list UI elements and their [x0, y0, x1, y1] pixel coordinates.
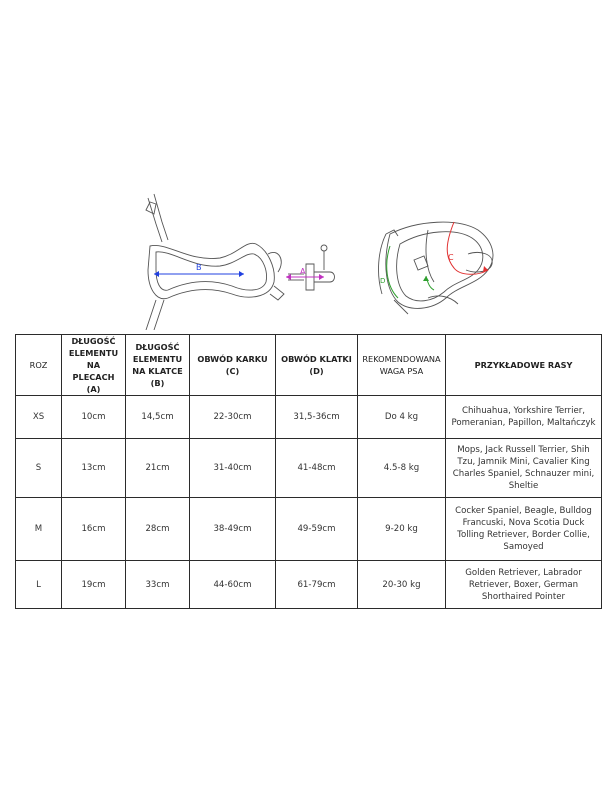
header-roz: ROZ	[16, 335, 62, 396]
cell-rasy: Mops, Jack Russell Terrier, Shih Tzu, Jamnik Mini, Cavalier King Charles Spaniel, Schnauzer mini, Sheltie	[446, 439, 602, 498]
harness-diagram	[128, 190, 508, 330]
harness-flat-view	[146, 194, 335, 330]
cell-rasy: Chihuahua, Yorkshire Terrier, Pomeranian, Papillon, Maltańczyk	[446, 396, 602, 439]
header-obwod-karku: OBWÓD KARKU (C)	[190, 335, 276, 396]
table-row	[16, 561, 602, 609]
size-table	[15, 334, 602, 609]
cell-kark: 38-49cm	[190, 498, 276, 561]
cell-obwod: 31,5-36cm	[276, 396, 358, 439]
cell-klatka: 28cm	[126, 498, 190, 561]
label-a: A	[300, 267, 306, 276]
cell-klatka: 14,5cm	[126, 396, 190, 439]
table-row	[16, 396, 602, 439]
cell-obwod: 41-48cm	[276, 439, 358, 498]
cell-rasy: Cocker Spaniel, Beagle, Bulldog Francuski, Nova Scotia Duck Tolling Retriever, Border Collie, Samoyed	[446, 498, 602, 561]
cell-rasy: Golden Retriever, Labrador Retriever, Boxer, German Shorthaired Pointer	[446, 561, 602, 609]
measure-d	[387, 246, 398, 298]
table-row	[16, 439, 602, 498]
header-rasy: PRZYKŁADOWE RASY	[446, 335, 602, 396]
label-d: D	[380, 277, 386, 285]
cell-obwod: 49-59cm	[276, 498, 358, 561]
cell-roz: S	[16, 439, 62, 498]
cell-waga: Do 4 kg	[358, 396, 446, 439]
harness-side-view	[379, 222, 493, 314]
cell-roz: XS	[16, 396, 62, 439]
cell-plecy: 13cm	[62, 439, 126, 498]
cell-plecy: 10cm	[62, 396, 126, 439]
cell-kark: 31-40cm	[190, 439, 276, 498]
cell-klatka: 21cm	[126, 439, 190, 498]
header-waga: REKOMENDOWANA WAGA PSA	[358, 335, 446, 396]
measure-c	[447, 222, 488, 274]
header-obwod-klatki: OBWÓD KLATKI (D)	[276, 335, 358, 396]
header-dlugosc-plecy: DŁUGOŚĆ ELEMENTU NA PLECACH (A)	[62, 335, 126, 396]
cell-klatka: 33cm	[126, 561, 190, 609]
label-c: C	[448, 253, 454, 262]
cell-plecy: 16cm	[62, 498, 126, 561]
cell-kark: 22-30cm	[190, 396, 276, 439]
cell-kark: 44-60cm	[190, 561, 276, 609]
label-b: B	[196, 263, 202, 272]
cell-roz: M	[16, 498, 62, 561]
cell-waga: 9-20 kg	[358, 498, 446, 561]
cell-waga: 4.5-8 kg	[358, 439, 446, 498]
cell-obwod: 61-79cm	[276, 561, 358, 609]
table-row	[16, 498, 602, 561]
table-header-row	[16, 335, 602, 396]
header-dlugosc-klatka: DŁUGOŚĆ ELEMENTU NA KLATCE (B)	[126, 335, 190, 396]
cell-waga: 20-30 kg	[358, 561, 446, 609]
cell-roz: L	[16, 561, 62, 609]
cell-plecy: 19cm	[62, 561, 126, 609]
